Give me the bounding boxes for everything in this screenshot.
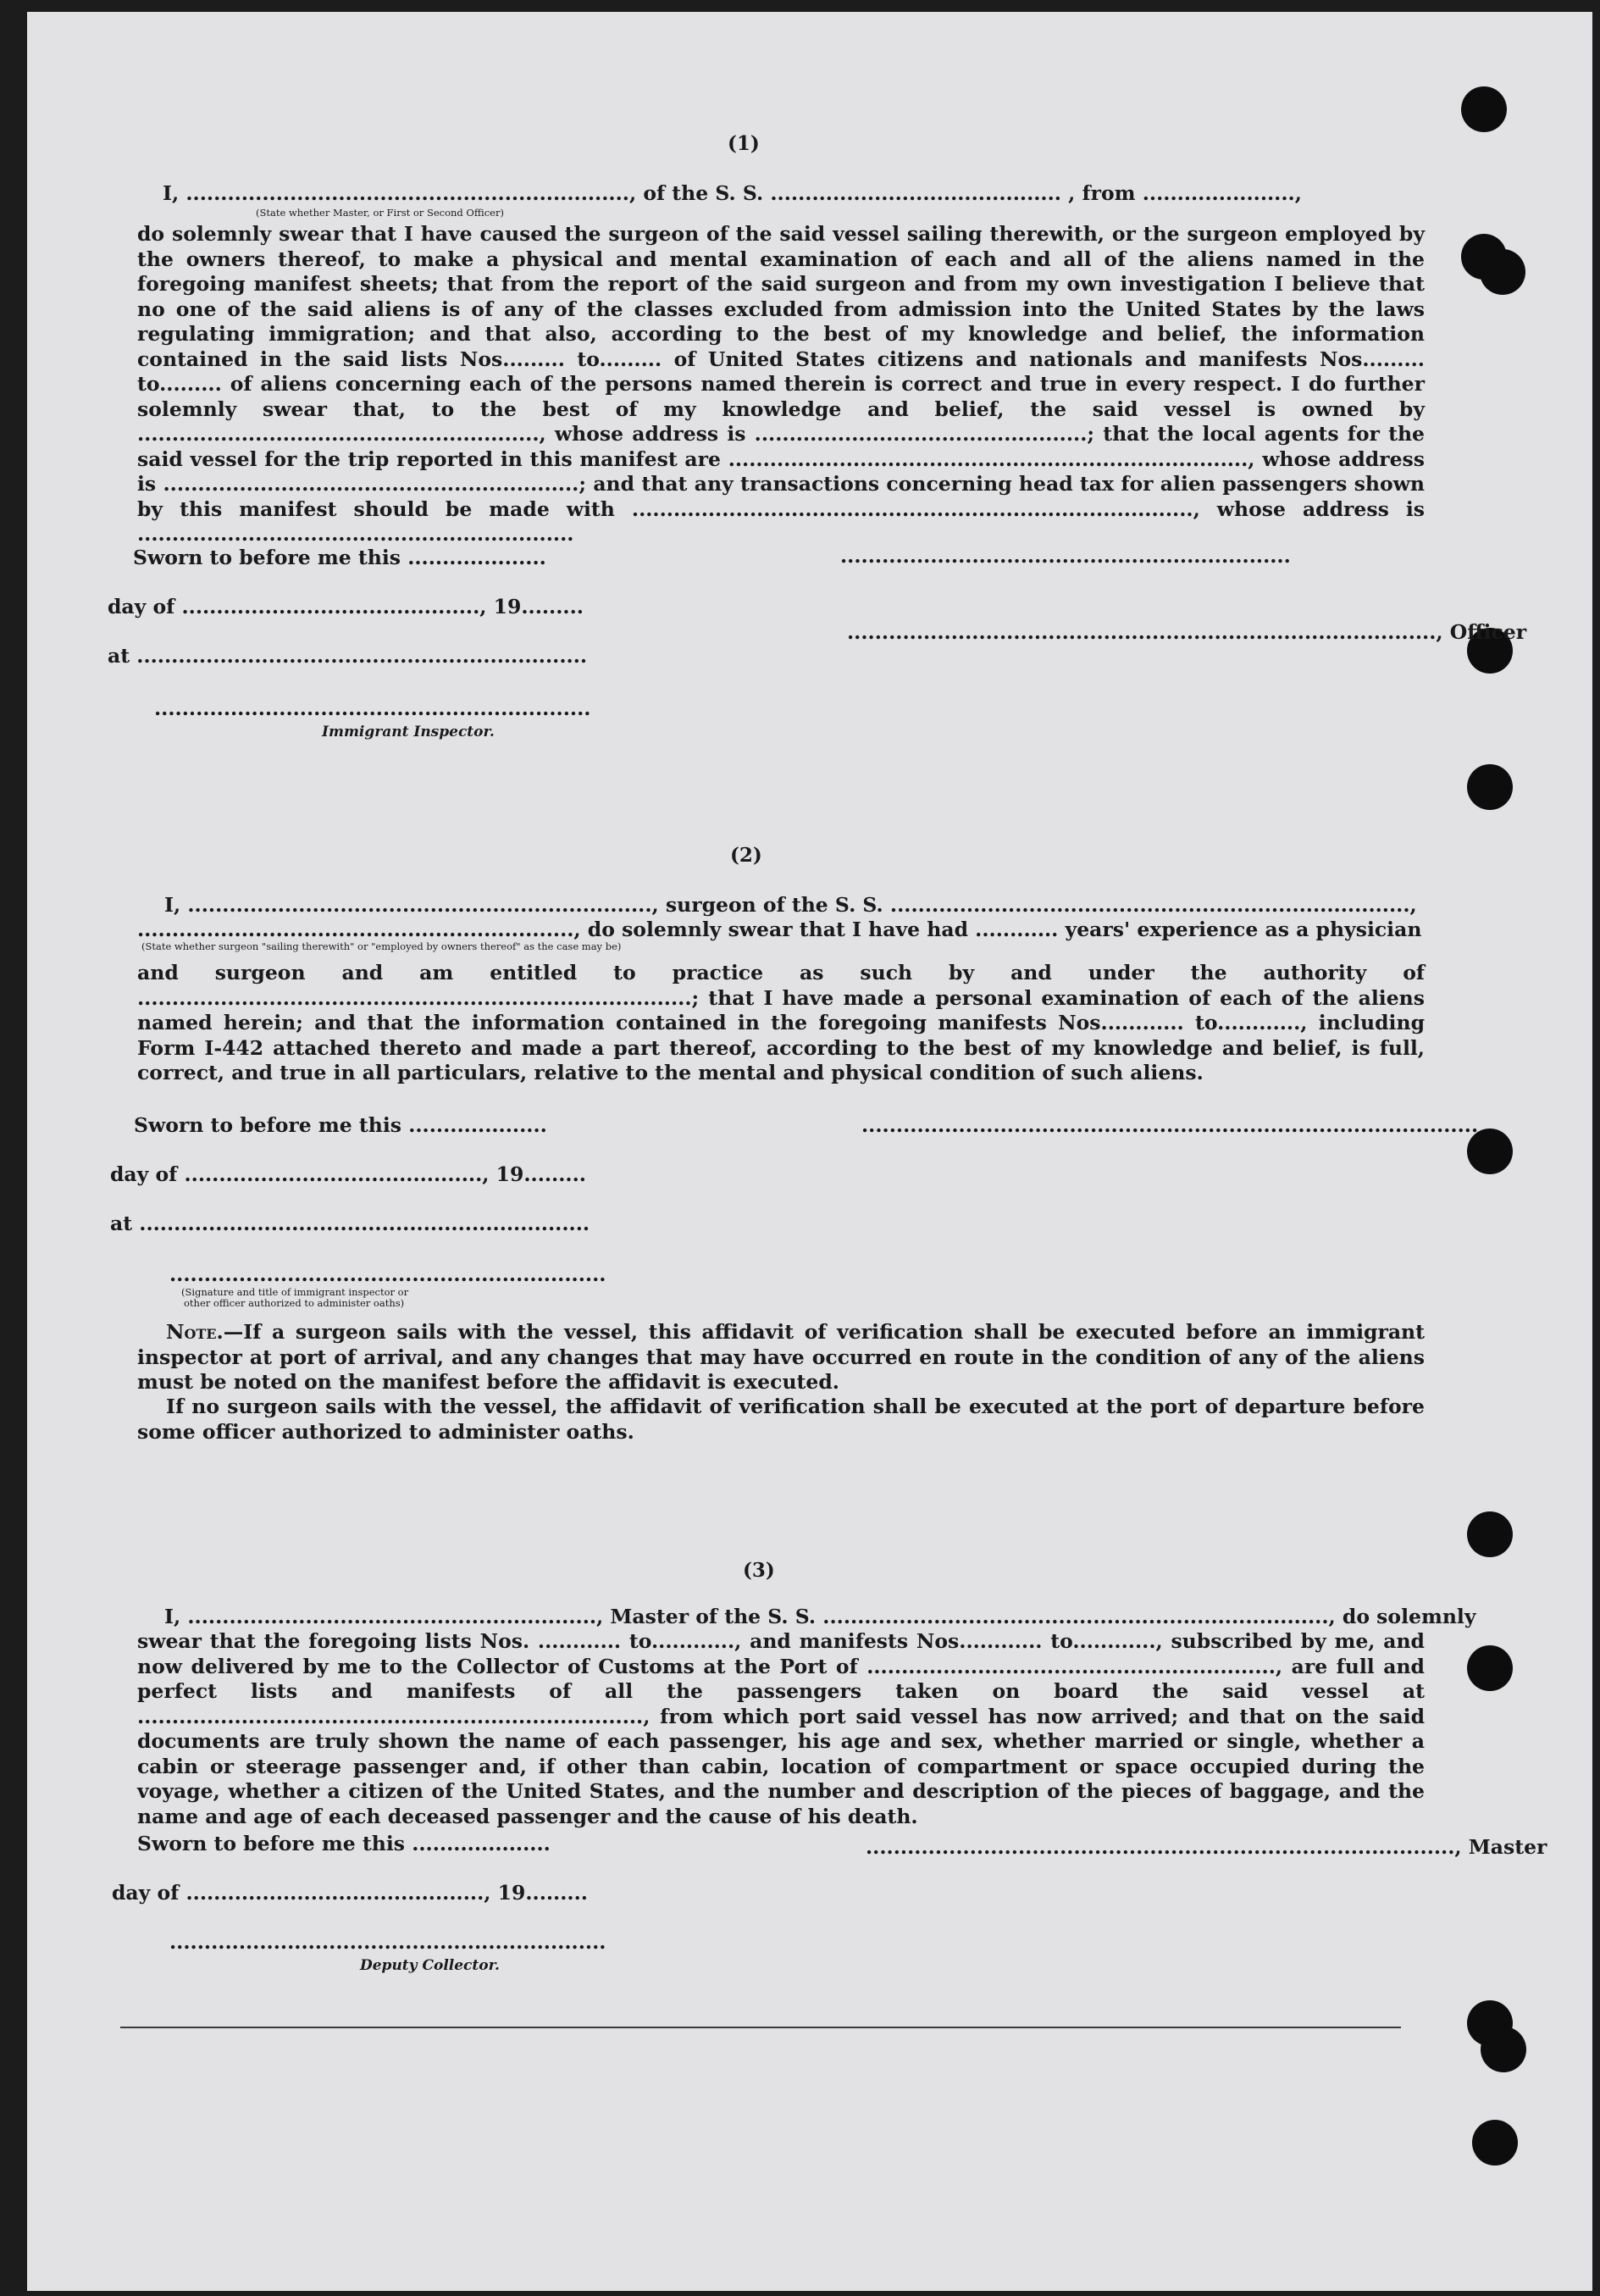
section-2-number: (2)	[730, 844, 762, 867]
bottom-rule	[120, 2027, 1401, 2028]
section-1-officer-sign: ....................................................................................., Officer	[847, 620, 1527, 644]
section-3-paragraph: swear that the foregoing lists Nos. ............ to............, and manifests Nos............ to............, subscribed by me, and now delivered by me to the Collector of Customs at the Port of ..........................................................., are full and perfect lists and manifests of all the passengers taken on board the said vessel at ........................................................................., from which port said vessel has now arrived; and that on the said documents are truly shown the name of each passenger, his age and sex, whether married or single, whether a cabin or steerage passenger and, if other than cabin, location of compartment or space occupied during the voyage, whether a citizen of the United States, and the number and description of the pieces of baggage, and the name and age of each deceased passenger and the cause of his death.	[137, 1629, 1425, 1828]
note-text-2: If no surgeon sails with the vessel, the affidavit of verification shall be executed at the port of departure before some officer authorized to administer oaths.	[137, 1395, 1425, 1444]
section-3-day: day of ..........................................., 19.........	[112, 1881, 588, 1905]
section-3-collector-line: ...............................................................	[169, 1930, 606, 1954]
note-text-1: —If a surgeon sails with the vessel, this affidavit of verification shall be executed before an immigrant inspector at port of arrival, and any changes that may have occurred en route in the condition of any of the aliens must be noted on the manifest before the affidavit is executed.	[137, 1320, 1425, 1394]
section-1-officer-line: .................................................................	[840, 544, 1291, 568]
punch-hole	[1472, 2120, 1518, 2166]
section-1-day: day of ..........................................., 19.........	[108, 595, 584, 618]
section-2-sig-note-1: (Signature and title of immigrant inspector or	[181, 1286, 409, 1298]
form-page	[27, 12, 1592, 2291]
section-3-sworn: Sworn to before me this ....................	[137, 1832, 551, 1855]
punch-hole	[1480, 249, 1525, 295]
section-2-sig-note-2: other officer authorized to administer oaths)	[184, 1297, 405, 1309]
section-2-day: day of ..........................................., 19.........	[110, 1162, 586, 1186]
section-2-note-2	[137, 1395, 1425, 1445]
punch-hole	[1467, 1645, 1513, 1691]
section-2-line2-note: (State whether surgeon "sailing therewith" or "employed by owners thereof" as the case may be)	[141, 940, 622, 952]
punch-hole	[1481, 2027, 1526, 2072]
section-2-paragraph: and surgeon and am entitled to practice as such by and under the authority of ................................................................................; that I have made a personal examination of each of the aliens named herein; and that the information contained in the foregoing manifests Nos............ to............, including Form I-442 attached thereto and made a part thereof, according to the best of my knowledge and belief, is full, correct, and true in all particulars, relative to the mental and physical condition of such aliens.	[137, 961, 1425, 1084]
section-2-inspector-line: ...............................................................	[169, 1262, 606, 1286]
section-2-line1: I, ..................................................................., surgeon of the S. S. ...........................................................................,	[164, 893, 1417, 917]
section-2-line2: ..............................................................., do solemnly swear that I have had ............ years' experience as a physician	[137, 918, 1422, 941]
section-1-at: at .................................................................	[108, 644, 588, 668]
section-3-master-sign: ....................................................................................., Master	[866, 1835, 1547, 1859]
section-3-collector: Deputy Collector.	[360, 1957, 500, 1974]
punch-hole	[1467, 764, 1513, 810]
section-1-line1-note: (State whether Master, or First or Second Officer)	[256, 207, 504, 219]
section-1-line1: I, ................................................................, of the S. S. .......................................... , from ......................,	[163, 181, 1302, 205]
section-1-paragraph: do solemnly swear that I have caused the surgeon of the said vessel sailing therewith, or the surgeon employed by the owners thereof, to make a physical and mental examination of each and all of the aliens named in the foregoing manifest sheets; that from the report of the said surgeon and from my own investigation I believe that no one of the said aliens is of any of the classes excluded from admission into the United States by the laws regulating immigration; and that also, according to the best of my knowledge and belief, the information contained in the said lists Nos......... to......... of United States citizens and nationals and manifests Nos......... to......... of aliens concerning each of the persons named therein is correct and true in every respect. I do further solemnly swear that, to the best of my knowledge and belief, the said vessel is owned by .........................................................., whose address is ................................................; that the local agents for the said vessel for the trip reported in this manifest are ..........................................................................., whose address is ............................................................; and that any transactions concerning head tax for alien passengers shown by this manifest should be made with ................................................................................., whose address is ...............................................................	[137, 222, 1425, 546]
section-3-number: (3)	[743, 1559, 775, 1582]
punch-hole	[1461, 86, 1507, 132]
section-1-number: (1)	[728, 132, 760, 155]
section-1-sworn: Sworn to before me this ....................	[133, 546, 546, 569]
section-1-inspector: Immigrant Inspector.	[322, 724, 495, 740]
section-2-sworn: Sworn to before me this ....................	[134, 1113, 547, 1137]
section-3-line1: I, ..........................................................., Master of the S. S. ........................................................................., do solemnly	[164, 1605, 1476, 1628]
punch-hole	[1467, 1511, 1513, 1557]
note-label: Note.	[166, 1320, 224, 1344]
section-2-sign-line: .........................................................................................	[861, 1113, 1479, 1137]
section-2-note	[137, 1320, 1425, 1395]
section-2-at: at .................................................................	[110, 1212, 590, 1235]
section-1-inspector-line: ...............................................................	[154, 696, 591, 720]
